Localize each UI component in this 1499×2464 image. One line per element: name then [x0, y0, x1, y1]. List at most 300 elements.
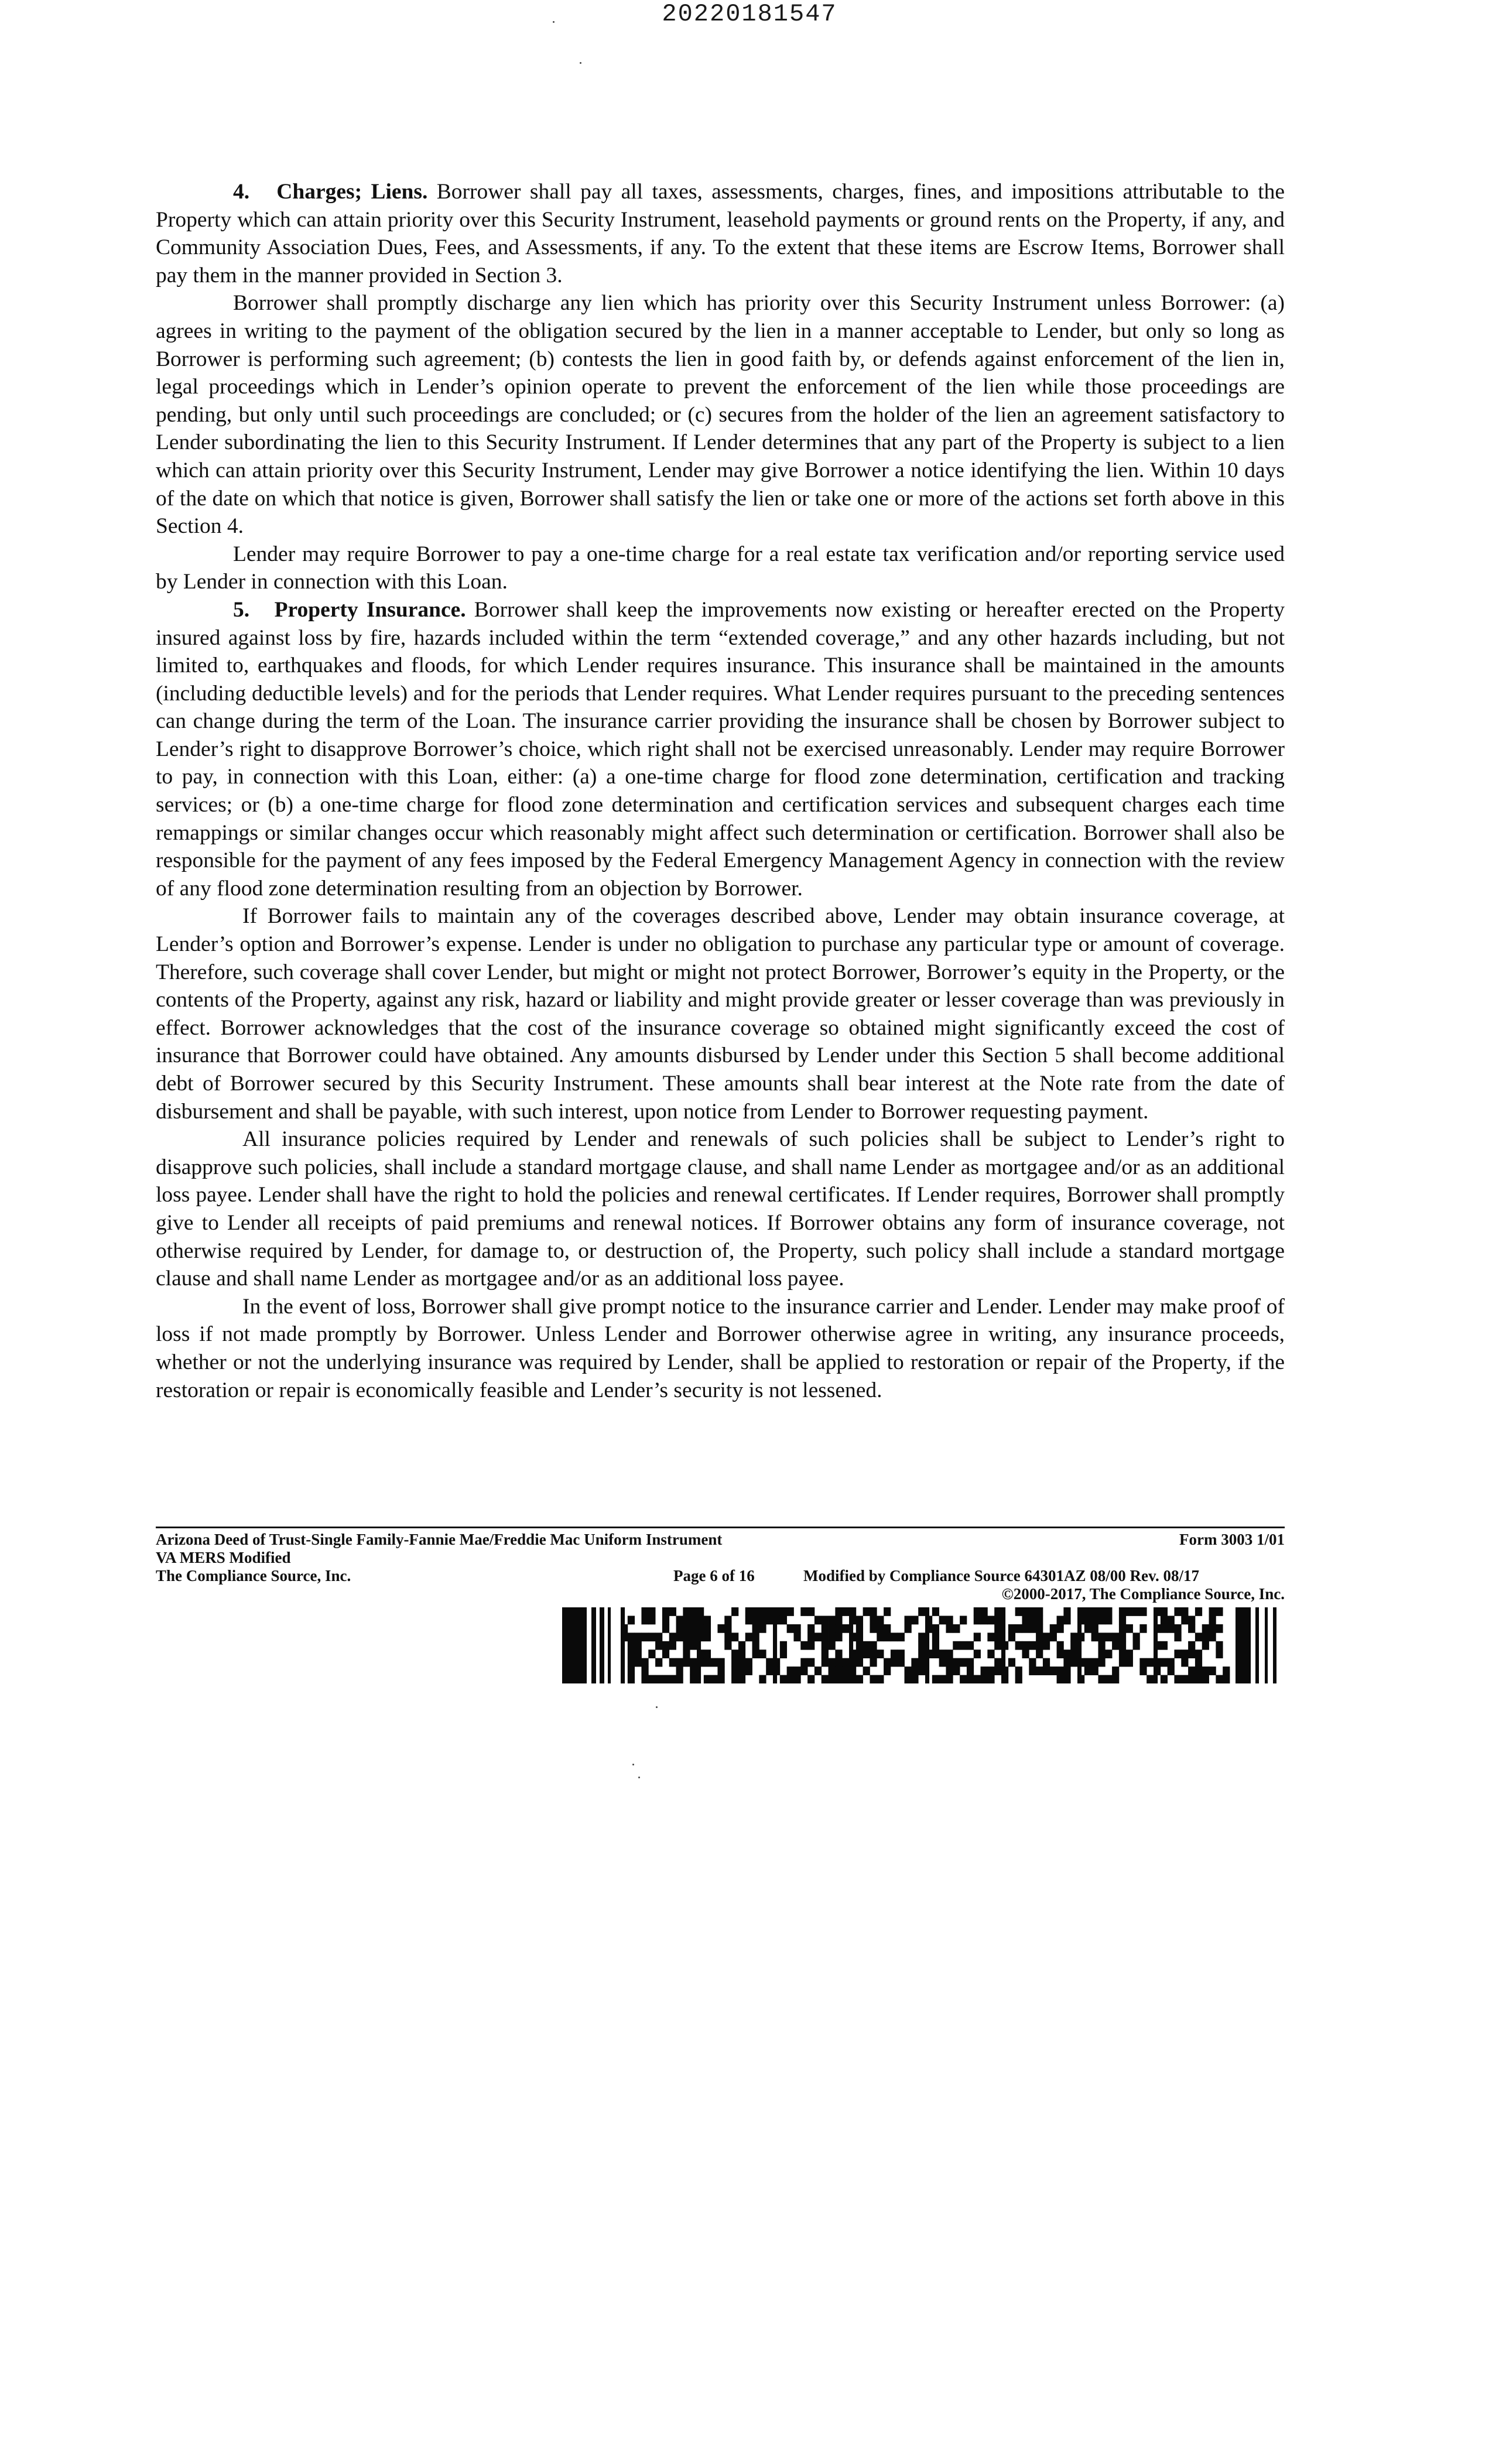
barcode-module: [1126, 1624, 1133, 1633]
barcode-module: [787, 1607, 794, 1616]
barcode-module: [800, 1666, 807, 1675]
barcode-module: [669, 1658, 676, 1667]
barcode-module: [1105, 1675, 1112, 1683]
barcode-module: [690, 1633, 697, 1641]
barcode-module: [738, 1675, 745, 1683]
barcode-module: [822, 1658, 829, 1667]
barcode-module: [946, 1624, 953, 1633]
barcode-module: [1174, 1675, 1181, 1683]
barcode-module: [683, 1641, 690, 1650]
barcode-module: [974, 1675, 981, 1683]
barcode-module: [635, 1658, 642, 1667]
barcode-module: [1057, 1649, 1064, 1658]
barcode-module: [704, 1658, 711, 1667]
barcode-module: [724, 1616, 731, 1624]
barcode-module: [974, 1633, 981, 1641]
barcode-module: [994, 1633, 1001, 1641]
barcode-module: [1022, 1641, 1029, 1650]
barcode-module: [1022, 1616, 1029, 1624]
barcode-module: [738, 1658, 745, 1667]
footer-row: [156, 1585, 1285, 1603]
barcode-module: [870, 1624, 877, 1633]
barcode-module: [905, 1675, 912, 1683]
page-number: Page 6 of 16: [673, 1567, 755, 1585]
barcode-module: [1181, 1616, 1188, 1624]
barcode-module: [829, 1624, 836, 1633]
barcode-module: [690, 1624, 697, 1633]
barcode-module: [641, 1633, 648, 1641]
barcode-module: [994, 1641, 1001, 1650]
barcode-module: [842, 1624, 849, 1633]
barcode-module: [1015, 1666, 1022, 1675]
barcode-module: [829, 1633, 836, 1641]
barcode-module: [1070, 1641, 1077, 1650]
barcode-module: [994, 1624, 1001, 1633]
barcode-module: [1216, 1607, 1223, 1616]
barcode-module: [822, 1649, 829, 1658]
barcode-module: [1043, 1666, 1050, 1675]
barcode-module: [946, 1616, 953, 1624]
paragraph-text: Borrower shall promptly discharge any lien which has priority over this Security Instrument unless Borrower: (a) agrees in writing to the payment of the obligation secured by the lien in a manner acceptable to Lender, but only so long as Borrower is performing such agreement; (b) contests the lien in good faith by, or defends against enforcement of the lien in, legal proceedings which in Lender’s opinion operate to prevent the enforcement of the lien while those proceedings are pending, but only until such proceedings are concluded; or (c) secures from the holder of the lien an agreement satisfactory to Lender subordinating the lien to this Security Instrument. If Lender determines that any part of the Property is subject to a lien which can attain priority over this Security Instrument, Lender may give Borrower a notice identifying the lien. Within 10 days of the date on which that notice is given, Borrower shall satisfy the lien or take one or more of the actions set forth above in this Section 4.: [156, 291, 1285, 539]
barcode-module: [1008, 1658, 1015, 1667]
modified-line: VA MERS Modified: [156, 1549, 291, 1566]
barcode-module: [1168, 1624, 1175, 1633]
barcode-module: [787, 1675, 794, 1683]
footer-row: [156, 1567, 1285, 1585]
barcode-module: [683, 1607, 690, 1616]
barcode-module: [1022, 1607, 1029, 1616]
barcode-module: [835, 1658, 842, 1667]
barcode-module: [628, 1675, 635, 1683]
barcode-module: [1126, 1607, 1133, 1616]
barcode-module: [1174, 1607, 1181, 1616]
barcode-module: [655, 1633, 662, 1641]
barcode-module: [793, 1666, 800, 1675]
barcode-module: [884, 1658, 891, 1667]
barcode-module: [1084, 1624, 1091, 1633]
barcode-module: [635, 1649, 642, 1658]
barcode-module: [1168, 1666, 1175, 1675]
barcode-module: [829, 1616, 836, 1624]
footer-row: [156, 1531, 1285, 1549]
footer-row: [156, 1549, 1285, 1567]
barcode-module: [731, 1607, 738, 1616]
barcode-module: [1063, 1616, 1070, 1624]
barcode-module: [1181, 1675, 1188, 1683]
paragraph-text: Borrower shall pay all taxes, assessments, charges, fines, and impositions attributable to the Property which can attain priority over this Security Instrument, leasehold payments or ground rents on the Property, if any, and Community Association Dues, Fees, and Assessments, if any. To the extent that these items are Escrow Items, Borrower shall pay them in the manner provided in Section 3.: [156, 180, 1285, 288]
barcode-module: [1216, 1675, 1223, 1683]
barcode-module: [738, 1666, 745, 1675]
barcode-module: [835, 1607, 842, 1616]
paragraph-text: All insurance policies required by Lender and renewals of such policies shall be subject to Lender’s right to disapprove such policies, shall include a standard mortgage clause, and shall name Lender as mortgagee and/or as an additional loss payee. Lender shall have the right to hold the policies and renewal certificates. If Lender requires, Borrower shall promptly give to Lender all receipts of paid premiums and renewal notices. If Borrower obtains any form of insurance coverage, not otherwise required by Lender, for damage to, or destruction of, the Property, such policy shall include a standard mortgage clause and shall name Lender as mortgagee and/or as an additional loss payee.: [156, 1127, 1285, 1291]
barcode-module: [807, 1633, 814, 1641]
barcode-module: [856, 1616, 863, 1624]
barcode-module: [905, 1616, 912, 1624]
barcode-module: [863, 1666, 870, 1675]
barcode-module: [1223, 1675, 1230, 1683]
barcode-module: [939, 1658, 946, 1667]
barcode-module: [641, 1658, 648, 1667]
barcode-module: [822, 1616, 829, 1624]
barcode-module: [1105, 1616, 1112, 1624]
barcode-module: [974, 1649, 981, 1658]
barcode-module: [870, 1675, 877, 1683]
barcode-module: [1209, 1607, 1216, 1616]
barcode-module: [835, 1616, 842, 1624]
barcode-module: [981, 1616, 988, 1624]
barcode-module: [780, 1649, 787, 1658]
barcode-module: [669, 1641, 676, 1650]
barcode-module: [759, 1649, 766, 1658]
barcode-module: [884, 1666, 891, 1675]
barcode-module: [717, 1658, 724, 1667]
barcode-module: [773, 1607, 777, 1683]
barcode-module: [1202, 1675, 1209, 1683]
barcode-module: [967, 1658, 974, 1667]
paragraph-tax-verification: [156, 540, 1285, 596]
barcode-module: [1036, 1607, 1043, 1616]
barcode-module: [1119, 1624, 1126, 1633]
barcode-module: [1057, 1666, 1064, 1675]
barcode-module: [1119, 1641, 1126, 1650]
barcode-module: [946, 1649, 953, 1658]
barcode-module: [717, 1675, 724, 1683]
barcode-module: [752, 1624, 759, 1633]
barcode-module: [1077, 1607, 1082, 1683]
barcode-module: [918, 1641, 925, 1650]
barcode-module: [669, 1607, 676, 1616]
barcode-module: [1036, 1633, 1043, 1641]
scan-speck: [656, 1706, 658, 1708]
barcode-module: [724, 1633, 731, 1641]
barcode-module: [932, 1641, 939, 1650]
barcode-module: [655, 1658, 662, 1667]
barcode-module: [1119, 1607, 1126, 1616]
barcode-module: [752, 1649, 759, 1658]
barcode-module: [752, 1633, 759, 1641]
barcode-module: [780, 1641, 787, 1650]
barcode-module: [1098, 1633, 1105, 1641]
barcode-module: [745, 1658, 752, 1667]
barcode-module: [1029, 1624, 1036, 1633]
barcode-module: [953, 1624, 960, 1633]
barcode-module: [1188, 1624, 1195, 1633]
barcode-module: [648, 1633, 655, 1641]
barcode-module: [731, 1649, 738, 1658]
barcode-module: [939, 1616, 946, 1624]
barcode-module: [1209, 1624, 1216, 1633]
copyright: ©2000-2017, The Compliance Source, Inc.: [1001, 1585, 1285, 1603]
barcode-module: [1063, 1658, 1070, 1667]
barcode-module: [1139, 1607, 1147, 1616]
barcode-module: [905, 1666, 912, 1675]
barcode-module: [1174, 1624, 1181, 1633]
paragraph-text: In the event of loss, Borrower shall give prompt notice to the insurance carrier and Lender. Lender may make proof of loss if not made promptly by Borrower. Unless Lender and Borrower otherwise agree in writing, any insurance proceeds, whether or not the underlying insurance was required by Lender, shall be applied to restoration or repair of the Property, if the restoration or repair is economically feasible and Lender’s security is not lessened.: [156, 1294, 1285, 1402]
barcode-module: [1112, 1666, 1119, 1675]
barcode-module: [676, 1658, 683, 1667]
barcode-module: [1057, 1675, 1064, 1683]
barcode-module: [884, 1624, 891, 1633]
barcode-module: [822, 1633, 829, 1641]
form-footer: [156, 1531, 1285, 1603]
barcode-module: [807, 1658, 814, 1667]
barcode-module: [731, 1666, 738, 1675]
barcode-module: [1036, 1624, 1043, 1633]
barcode-module: [1063, 1666, 1070, 1675]
barcode-module: [662, 1649, 669, 1658]
barcode-module: [905, 1624, 912, 1633]
barcode-module: [891, 1649, 898, 1658]
barcode-module: [870, 1658, 877, 1667]
section-heading: 5. Property Insurance.: [233, 597, 466, 622]
barcode-module: [766, 1616, 773, 1624]
barcode-module: [877, 1675, 884, 1683]
barcode-module: [960, 1675, 967, 1683]
barcode-module: [884, 1607, 891, 1616]
barcode-module: [822, 1624, 829, 1633]
barcode-module: [628, 1666, 635, 1675]
barcode-module: [1195, 1633, 1202, 1641]
barcode-module: [635, 1641, 642, 1650]
barcode-module: [628, 1641, 635, 1650]
barcode-module: [662, 1675, 669, 1683]
barcode-module: [662, 1607, 669, 1616]
barcode-module: [932, 1649, 939, 1658]
barcode-module: [1147, 1675, 1154, 1683]
barcode-module: [842, 1607, 849, 1616]
barcode-module: [1084, 1607, 1091, 1616]
barcode-module: [800, 1658, 807, 1667]
scan-speck: [553, 21, 555, 23]
barcode-module: [1091, 1666, 1098, 1675]
barcode-module: [562, 1607, 587, 1683]
barcode-module: [814, 1666, 822, 1675]
barcode-module: [724, 1641, 731, 1650]
barcode-module: [759, 1616, 766, 1624]
paragraph-charges-liens: [156, 178, 1285, 289]
barcode-module: [1022, 1624, 1029, 1633]
barcode-module: [1008, 1624, 1015, 1633]
barcode-module: [1015, 1675, 1022, 1683]
barcode-module: [1119, 1649, 1126, 1658]
barcode-module: [731, 1633, 738, 1641]
paragraph-lien-discharge: [156, 289, 1285, 540]
barcode-module: [1050, 1624, 1057, 1633]
barcode-module: [1091, 1616, 1098, 1624]
paragraph-text: Borrower shall keep the improvements now existing or hereafter erected on the Property insured against loss by fire, hazards included within the term “extended coverage,” and any other hazards including, but not limited to, earthquakes and floods, for which Lender requires insurance. This insurance shall be maintained in the amounts (including deductible levels) and for the periods that Lender requires. What Lender requires pursuant to the preceding sentences can change during the term of the Loan. The insurance carrier providing the insurance shall be chosen by Borrower subject to Lender’s right to disapprove Borrower’s choice, which right shall not be exercised unreasonably. Lender may require Borrower to pay, in connection with this Loan, either: (a) a one-time charge for flood zone determination, certification and tracking services; or (b) a one-time charge for flood zone determination and certification services and subsequent charges each time remappings or similar changes occur which reasonably might affect such determination or certification. Borrower shall also be responsible for the payment of any fees imposed by the Federal Emergency Management Agency in connection with the review of any flood zone determination resulting from an objection by Borrower.: [156, 597, 1285, 901]
barcode-module: [655, 1675, 662, 1683]
barcode-module: [946, 1666, 953, 1675]
barcode-module: [953, 1641, 960, 1650]
barcode-module: [911, 1675, 918, 1683]
scan-speck: [632, 1764, 634, 1765]
barcode-module: [690, 1607, 697, 1616]
barcode-module: [1098, 1649, 1105, 1658]
barcode-module: [814, 1616, 822, 1624]
barcode-module: [591, 1607, 596, 1683]
barcode-module: [1043, 1658, 1050, 1667]
barcode-module: [628, 1633, 635, 1641]
barcode-module: [641, 1616, 648, 1624]
barcode-module: [877, 1616, 884, 1624]
barcode-module: [759, 1607, 766, 1616]
barcode-module: [1036, 1649, 1043, 1658]
paragraph-event-of-loss: [156, 1293, 1285, 1404]
barcode-module: [918, 1607, 925, 1616]
recording-number: 20220181547: [662, 0, 837, 28]
barcode-module: [856, 1649, 863, 1658]
barcode-module: [1161, 1607, 1168, 1616]
barcode-module: [1181, 1607, 1188, 1616]
barcode-module: [628, 1649, 635, 1658]
barcode-module: [711, 1658, 718, 1667]
barcode-module: [1091, 1633, 1098, 1641]
barcode-module: [635, 1633, 642, 1641]
barcode-module: [766, 1607, 773, 1616]
barcode-module: [704, 1616, 711, 1624]
barcode-module: [752, 1607, 759, 1616]
barcode-module: [987, 1616, 994, 1624]
barcode-module: [863, 1607, 870, 1616]
barcode-module: [856, 1658, 863, 1667]
barcode-module: [898, 1649, 905, 1658]
barcode-module: [981, 1607, 988, 1616]
barcode-module: [891, 1633, 898, 1641]
barcode-module: [1070, 1633, 1077, 1641]
barcode-module: [1036, 1666, 1043, 1675]
barcode-module: [822, 1641, 829, 1650]
barcode-module: [1188, 1649, 1195, 1658]
scan-speck: [638, 1777, 640, 1778]
barcode-module: [939, 1649, 946, 1658]
barcode-module: [759, 1675, 766, 1683]
barcode-module: [891, 1658, 898, 1667]
modified-by: Modified by Compliance Source 64301AZ 08/00 Rev. 08/17: [803, 1567, 1200, 1585]
barcode-module: [856, 1641, 863, 1650]
barcode-module: [987, 1649, 994, 1658]
barcode-module: [1255, 1607, 1259, 1683]
barcode-module: [752, 1641, 759, 1650]
barcode-module: [1119, 1616, 1126, 1624]
barcode-module: [1008, 1633, 1015, 1641]
barcode-module: [898, 1658, 905, 1667]
barcode-module: [648, 1649, 655, 1658]
barcode-module: [807, 1624, 814, 1633]
barcode-module: [1098, 1658, 1105, 1667]
barcode-module: [1161, 1624, 1168, 1633]
barcode-module: [717, 1624, 724, 1633]
barcode-module: [1195, 1666, 1202, 1675]
barcode-module: [1084, 1666, 1091, 1675]
barcode-module: [1112, 1633, 1119, 1641]
barcode-module: [856, 1624, 863, 1633]
barcode-module: [987, 1633, 994, 1641]
barcode-module: [628, 1616, 635, 1624]
barcode-module: [1154, 1607, 1158, 1683]
barcode-module: [829, 1658, 836, 1667]
barcode-module: [1057, 1616, 1064, 1624]
barcode-module: [745, 1666, 752, 1675]
barcode-module: [994, 1666, 1001, 1675]
barcode-module: [628, 1658, 635, 1667]
barcode-module: [1022, 1649, 1029, 1658]
barcode-module: [676, 1624, 683, 1633]
barcode-module: [1091, 1658, 1098, 1667]
barcode-module: [918, 1633, 925, 1641]
barcode-module: [807, 1641, 814, 1650]
barcode-module: [1063, 1607, 1070, 1616]
barcode-module: [1105, 1649, 1112, 1658]
barcode-module: [1105, 1607, 1112, 1616]
barcode-module: [829, 1675, 836, 1683]
barcode-module: [842, 1675, 849, 1683]
barcode-module: [1126, 1658, 1133, 1667]
barcode-module: [662, 1624, 669, 1633]
barcode-module: [918, 1649, 925, 1658]
barcode-module: [1029, 1666, 1036, 1675]
barcode-module: [704, 1633, 711, 1641]
barcode-module: [1063, 1649, 1070, 1658]
barcode-module: [738, 1649, 745, 1658]
barcode-module: [835, 1675, 842, 1683]
barcode-module: [1139, 1666, 1147, 1675]
barcode-module: [662, 1641, 669, 1650]
barcode-module: [676, 1633, 683, 1641]
barcode-module: [704, 1649, 711, 1658]
barcode-module: [1057, 1641, 1064, 1650]
barcode-module: [1174, 1633, 1181, 1641]
barcode-module: [780, 1675, 787, 1683]
barcode-module: [960, 1616, 967, 1624]
section-heading: 4. Charges; Liens.: [233, 180, 428, 204]
barcode-module: [641, 1675, 648, 1683]
barcode-module: [877, 1633, 884, 1641]
barcode-module: [1147, 1658, 1154, 1667]
barcode-module: [1112, 1675, 1119, 1683]
barcode-module: [807, 1675, 814, 1683]
barcode-module: [994, 1607, 1001, 1616]
barcode-module: [1015, 1624, 1022, 1633]
barcode-module: [766, 1666, 773, 1675]
barcode-module: [1098, 1641, 1105, 1650]
barcode-module: [690, 1658, 697, 1667]
barcode-module: [683, 1649, 690, 1658]
barcode-module: [925, 1607, 929, 1683]
paragraph-insurance-policies: [156, 1125, 1285, 1293]
barcode-module: [960, 1641, 967, 1650]
barcode-module: [842, 1666, 849, 1675]
barcode-module: [884, 1633, 891, 1641]
barcode-module: [745, 1633, 752, 1641]
barcode-module: [690, 1666, 697, 1675]
barcode-module: [829, 1666, 836, 1675]
barcode-module: [1188, 1641, 1195, 1650]
barcode-module: [967, 1641, 974, 1650]
barcode-module: [752, 1616, 759, 1624]
barcode-module: [697, 1607, 701, 1683]
barcode-module: [835, 1633, 842, 1641]
barcode-module: [1001, 1607, 1005, 1683]
barcode-module: [1112, 1641, 1119, 1650]
barcode-module: [641, 1666, 648, 1675]
barcode-module: [1202, 1633, 1209, 1641]
paragraph-text: Lender may require Borrower to pay a one-time charge for a real estate tax verification and/or reporting service used by Lender in connection with this Loan.: [156, 542, 1285, 594]
barcode-module: [1084, 1658, 1091, 1667]
barcode-module: [1195, 1607, 1202, 1616]
form-title: Arizona Deed of Trust-Single Family-Fannie Mae/Freddie Mac Uniform Instrument: [156, 1531, 723, 1548]
barcode-module: [1015, 1607, 1022, 1616]
barcode-module: [1098, 1616, 1105, 1624]
